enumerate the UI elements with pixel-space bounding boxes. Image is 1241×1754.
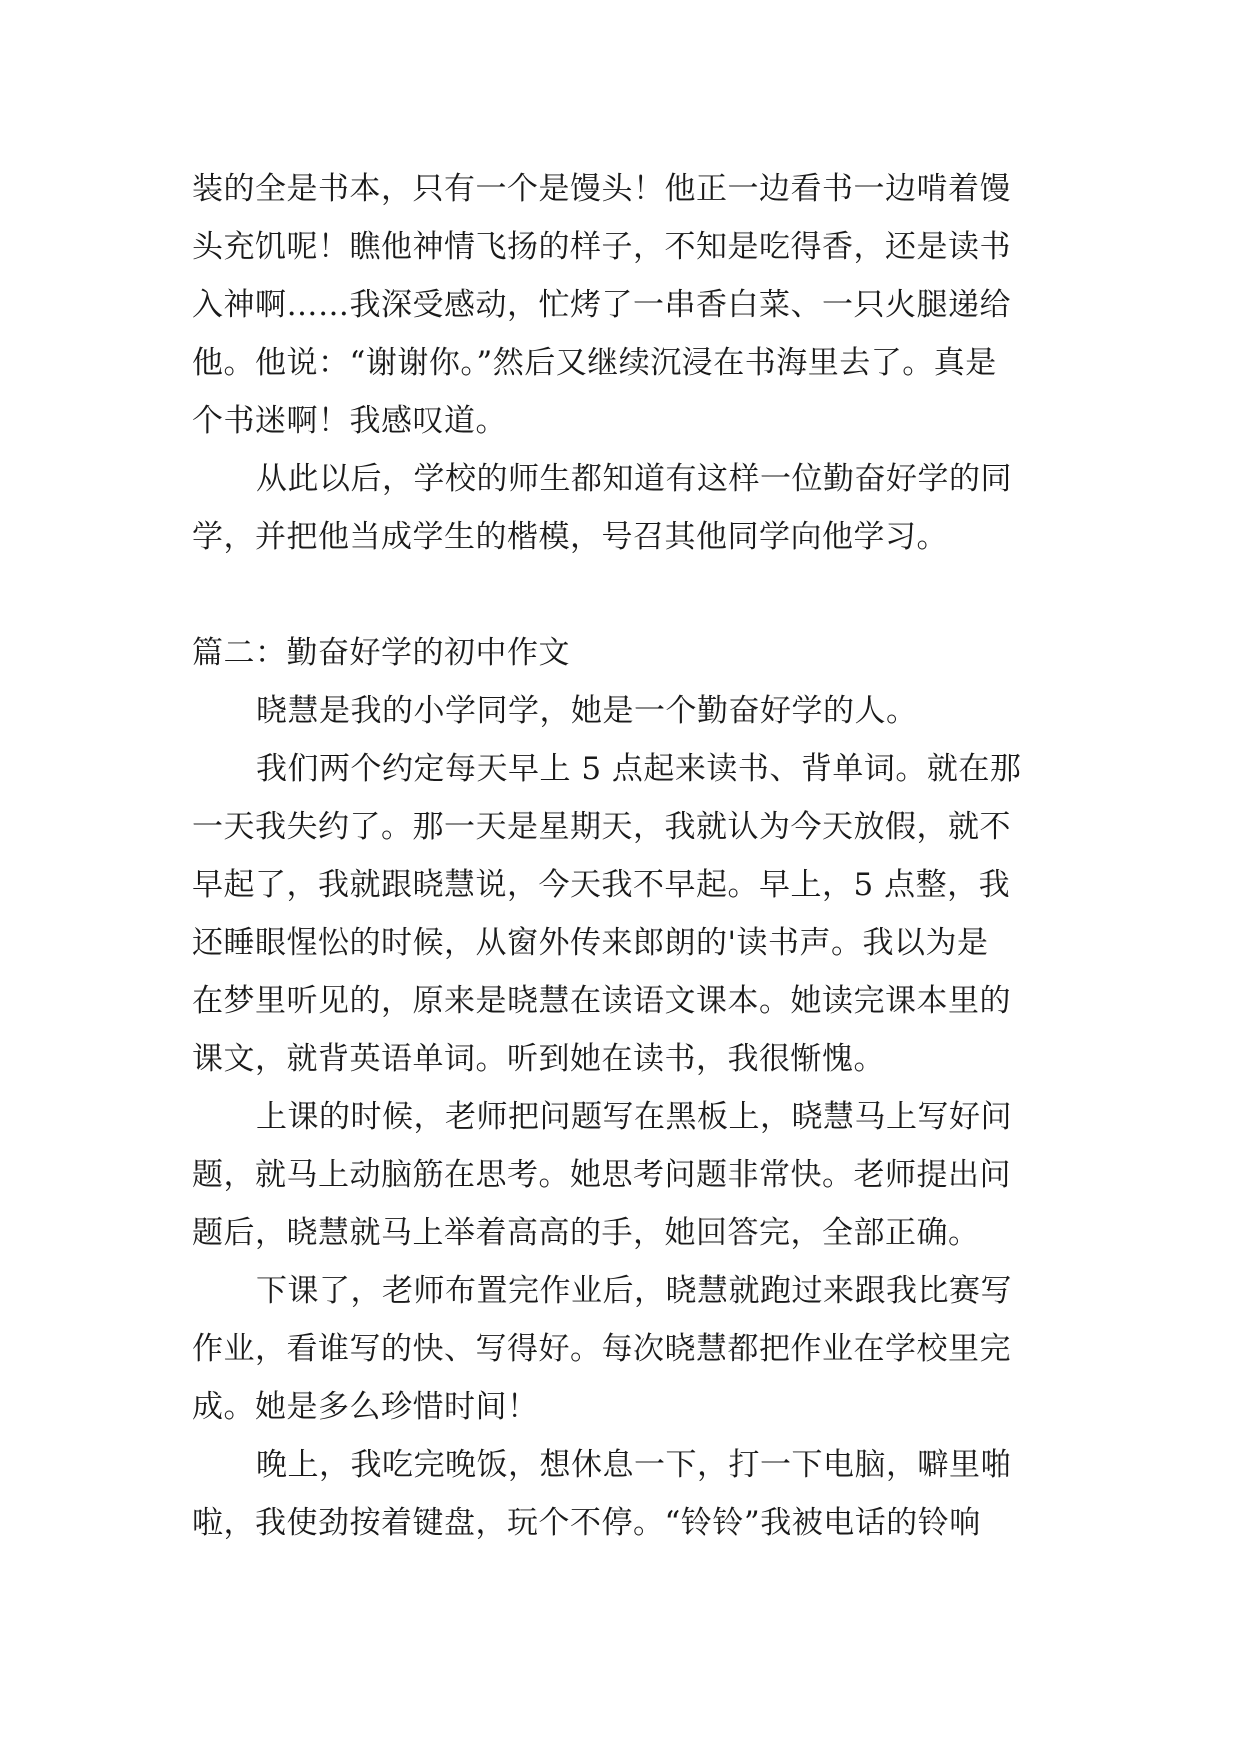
text-line: 个书迷啊！我感叹道。 xyxy=(192,403,507,439)
text-line: 装的全是书本，只有一个是馒头！他正一边看书一边啃着馒 xyxy=(192,171,1011,207)
paragraph xyxy=(192,1262,1052,1436)
text-line: 入神啊……我深受感动，忙烤了一串香白菜、一只火腿递给 xyxy=(192,287,1011,323)
text-line: 题，就马上动脑筋在思考。她思考问题非常快。老师提出问 xyxy=(192,1157,1011,1193)
text-line: 课文，就背英语单词。听到她在读书，我很惭愧。 xyxy=(192,1041,885,1077)
text-line: 作业，看谁写的快、写得好。每次晓慧都把作业在学校里完 xyxy=(192,1331,1011,1367)
text-line: 他。他说：“谢谢你。”然后又继续沉浸在书海里去了。真是 xyxy=(192,345,997,381)
text-line: 学，并把他当成学生的楷模，号召其他同学向他学习。 xyxy=(192,519,948,555)
paragraph xyxy=(192,740,1052,1088)
text-line: 一天我失约了。那一天是星期天，我就认为今天放假，就不 xyxy=(192,809,1011,845)
paragraph xyxy=(192,1088,1052,1262)
text-line: 上课的时候，老师把问题写在黑板上，晓慧马上写好问 xyxy=(256,1099,1012,1135)
text-line: 题后，晓慧就马上举着高高的手，她回答完，全部正确。 xyxy=(192,1215,980,1251)
text-line: 我们两个约定每天早上 5 点起来读书、背单词。就在那 xyxy=(256,751,1022,787)
text-line: 成。她是多么珍惜时间！ xyxy=(192,1389,539,1425)
text-line: 从此以后，学校的师生都知道有这样一位勤奋好学的同 xyxy=(256,461,1012,497)
text-line: 啦，我使劲按着键盘，玩个不停。“铃铃”我被电话的铃响 xyxy=(192,1505,981,1541)
text-line: 晓慧是我的小学同学，她是一个勤奋好学的人。 xyxy=(256,693,918,729)
text-line: 还睡眼惺忪的时候，从窗外传来郎朗的'读书声。我以为是 xyxy=(192,925,989,961)
text-line: 头充饥呢！瞧他神情飞扬的样子，不知是吃得香，还是读书 xyxy=(192,229,1011,265)
text-line: 下课了，老师布置完作业后，晓慧就跑过来跟我比赛写 xyxy=(256,1273,1012,1309)
text-line: 在梦里听见的，原来是晓慧在读语文课本。她读完课本里的 xyxy=(192,983,1011,1019)
text-line: 早起了，我就跟晓慧说，今天我不早起。早上，5 点整，我 xyxy=(192,867,1011,903)
document-page xyxy=(192,160,1052,1552)
paragraph xyxy=(192,160,1052,450)
paragraph xyxy=(192,450,1052,566)
text-line: 晚上，我吃完晚饭，想休息一下，打一下电脑，噼里啪 xyxy=(256,1447,1012,1483)
paragraph xyxy=(192,682,1052,740)
section-heading: 篇二：勤奋好学的初中作文 xyxy=(192,635,570,671)
paragraph xyxy=(192,1436,1052,1552)
